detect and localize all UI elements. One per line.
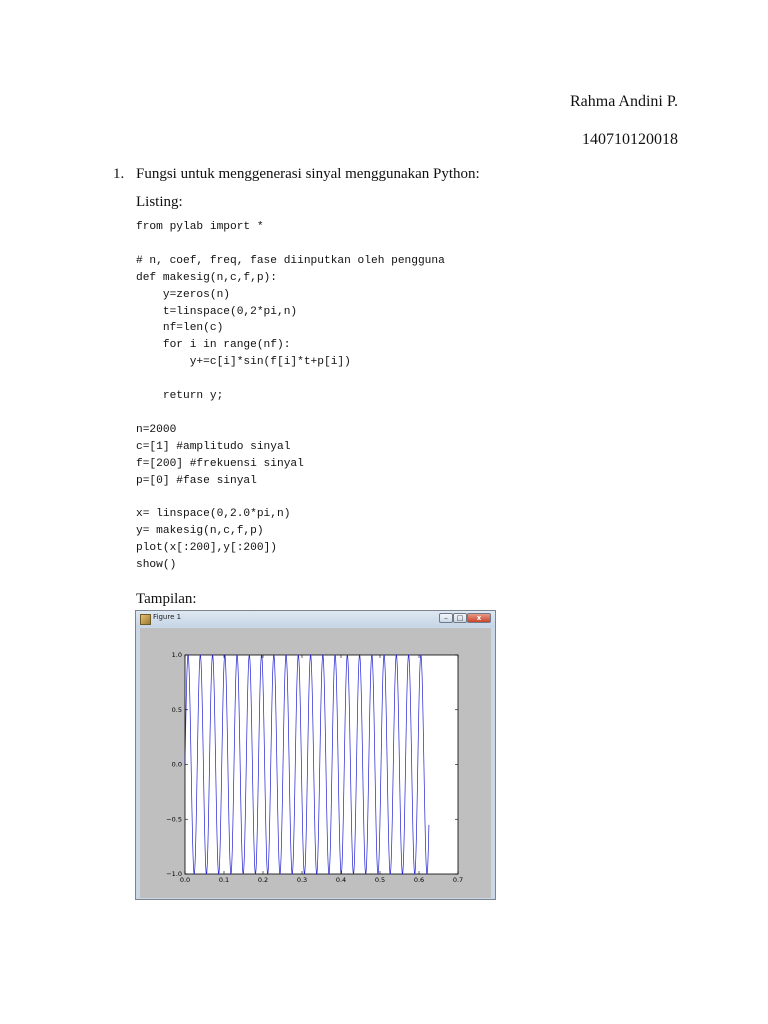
x-tick-label: 0.1 bbox=[218, 876, 230, 884]
x-tick-label: 0.2 bbox=[257, 876, 269, 884]
sine-wave-plot bbox=[140, 628, 491, 898]
minimize-button[interactable]: – bbox=[439, 613, 453, 623]
figure-canvas bbox=[140, 628, 491, 898]
x-tick-label: 0.0 bbox=[179, 876, 191, 884]
y-tick-label: −0.5 bbox=[166, 815, 182, 824]
y-tick-label: −1.0 bbox=[166, 870, 182, 879]
listing-label: Listing: bbox=[136, 194, 183, 210]
x-tick-label: 0.6 bbox=[413, 876, 425, 884]
window-title: Figure 1 bbox=[153, 613, 182, 621]
x-tick-label: 0.5 bbox=[374, 876, 386, 884]
y-tick-label: 1.0 bbox=[171, 651, 182, 660]
figure-window bbox=[135, 610, 496, 900]
author-name: Rahma Andini P. bbox=[569, 93, 678, 110]
y-tick-label: 0.5 bbox=[171, 705, 182, 714]
close-button[interactable]: x bbox=[467, 613, 491, 623]
app-icon bbox=[140, 614, 151, 625]
window-titlebar[interactable] bbox=[136, 611, 495, 627]
question-text: Fungsi untuk menggenerasi sinyal menggunakan Python: bbox=[136, 166, 480, 182]
x-tick-label: 0.7 bbox=[452, 876, 464, 884]
question-number: 1. bbox=[113, 166, 125, 182]
code-listing: from pylab import * # n, coef, freq, fase diinputkan oleh pengguna def makesig(n,c,f,p): y=zeros(n) t=linspace(0,2*pi,n) nf=len(c) for i in range(nf): y+=c[i]*sin(f[i]*t+p[i]) return y; n=2000 c=[1] #amplitudo sinyal f=[200] #frekuensi sinyal p=[0] #fase sinyal x= linspace(0,2.0*pi,n) y= makesig(n,c,f,p) plot(x[:200],y[:200]) show() bbox=[136, 221, 445, 572]
x-tick-label: 0.3 bbox=[296, 876, 308, 884]
y-tick-label: 0.0 bbox=[171, 760, 182, 769]
x-tick-label: 0.4 bbox=[335, 876, 347, 884]
student-id: 140710120018 bbox=[582, 131, 678, 148]
maximize-button[interactable]: □ bbox=[453, 613, 467, 623]
output-label: Tampilan: bbox=[136, 591, 197, 607]
